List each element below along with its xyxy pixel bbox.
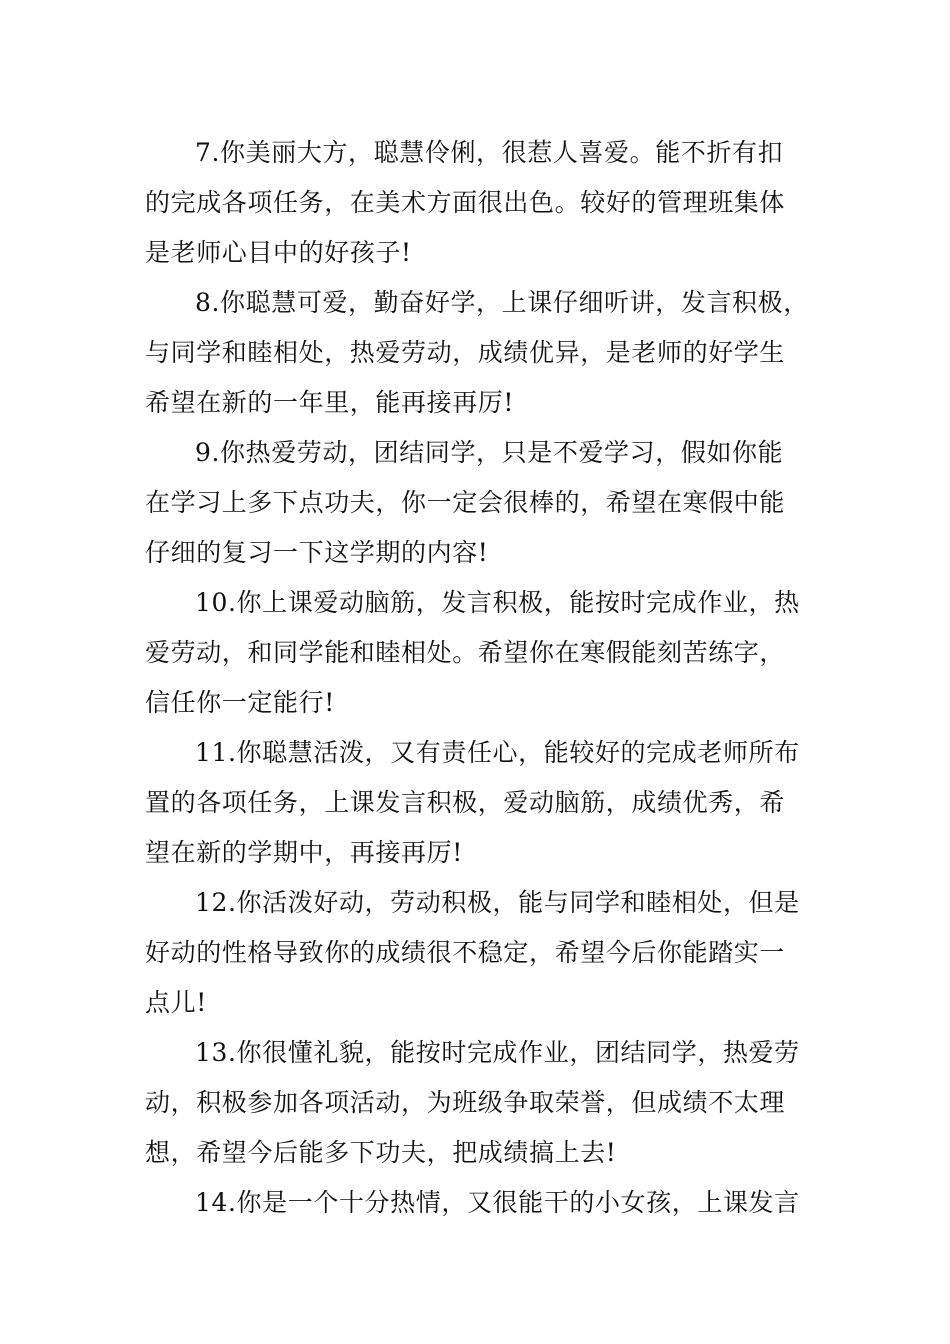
paragraph-7 (145, 128, 810, 278)
paragraph-line: 置的各项任务，上课发言积极，爱动脑筋，成绩优秀，希 (145, 788, 786, 817)
paragraph-line: 9.你热爱劳动，团结同学，只是不爱学习，假如你能 (195, 438, 784, 467)
paragraph-line: 7.你美丽大方，聪慧伶俐，很惹人喜爱。能不折有扣 (195, 138, 784, 167)
paragraph-line: 的完成各项任务，在美术方面很出色。较好的管理班集体 (145, 188, 786, 217)
paragraph-13 (145, 1028, 810, 1178)
paragraph-10 (145, 578, 810, 728)
paragraph-14 (145, 1178, 810, 1228)
paragraph-line: 动，积极参加各项活动，为班级争取荣誉，但成绩不太理 (145, 1088, 786, 1117)
paragraph-line: 爱劳动，和同学能和睦相处。希望你在寒假能刻苦练字， (145, 638, 786, 667)
paragraph-line: 11.你聪慧活泼，又有责任心，能较好的完成老师所布 (195, 738, 800, 767)
paragraph-line: 信任你一定能行! (145, 688, 335, 717)
paragraph-9 (145, 428, 810, 578)
paragraph-line: 12.你活泼好动，劳动积极，能与同学和睦相处，但是 (195, 888, 800, 917)
paragraph-line: 希望在新的一年里，能再接再厉! (145, 388, 515, 417)
paragraph-8 (145, 278, 810, 428)
paragraph-line: 14.你是一个十分热情，又很能干的小女孩，上课发言 (195, 1188, 800, 1217)
paragraph-line: 仔细的复习一下这学期的内容! (145, 538, 489, 567)
paragraph-11 (145, 728, 810, 878)
paragraph-line: 点儿! (145, 988, 207, 1017)
paragraph-line: 是老师心目中的好孩子! (145, 238, 412, 267)
paragraph-line: 好动的性格导致你的成绩很不稳定，希望今后你能踏实一 (145, 938, 786, 967)
paragraph-line: 在学习上多下点功夫，你一定会很棒的，希望在寒假中能 (145, 488, 786, 517)
paragraph-line: 8.你聪慧可爱，勤奋好学，上课仔细听讲，发言积极， (195, 288, 809, 317)
document-body (145, 128, 810, 1228)
paragraph-line: 望在新的学期中，再接再厉! (145, 838, 463, 867)
paragraph-line: 13.你很懂礼貌，能按时完成作业，团结同学，热爱劳 (195, 1038, 800, 1067)
paragraph-line: 10.你上课爱动脑筋，发言积极，能按时完成作业，热 (195, 588, 800, 617)
paragraph-line: 与同学和睦相处，热爱劳动，成绩优异，是老师的好学生 (145, 338, 786, 367)
paragraph-line: 想，希望今后能多下功夫，把成绩搞上去! (145, 1138, 617, 1167)
paragraph-12 (145, 878, 810, 1028)
